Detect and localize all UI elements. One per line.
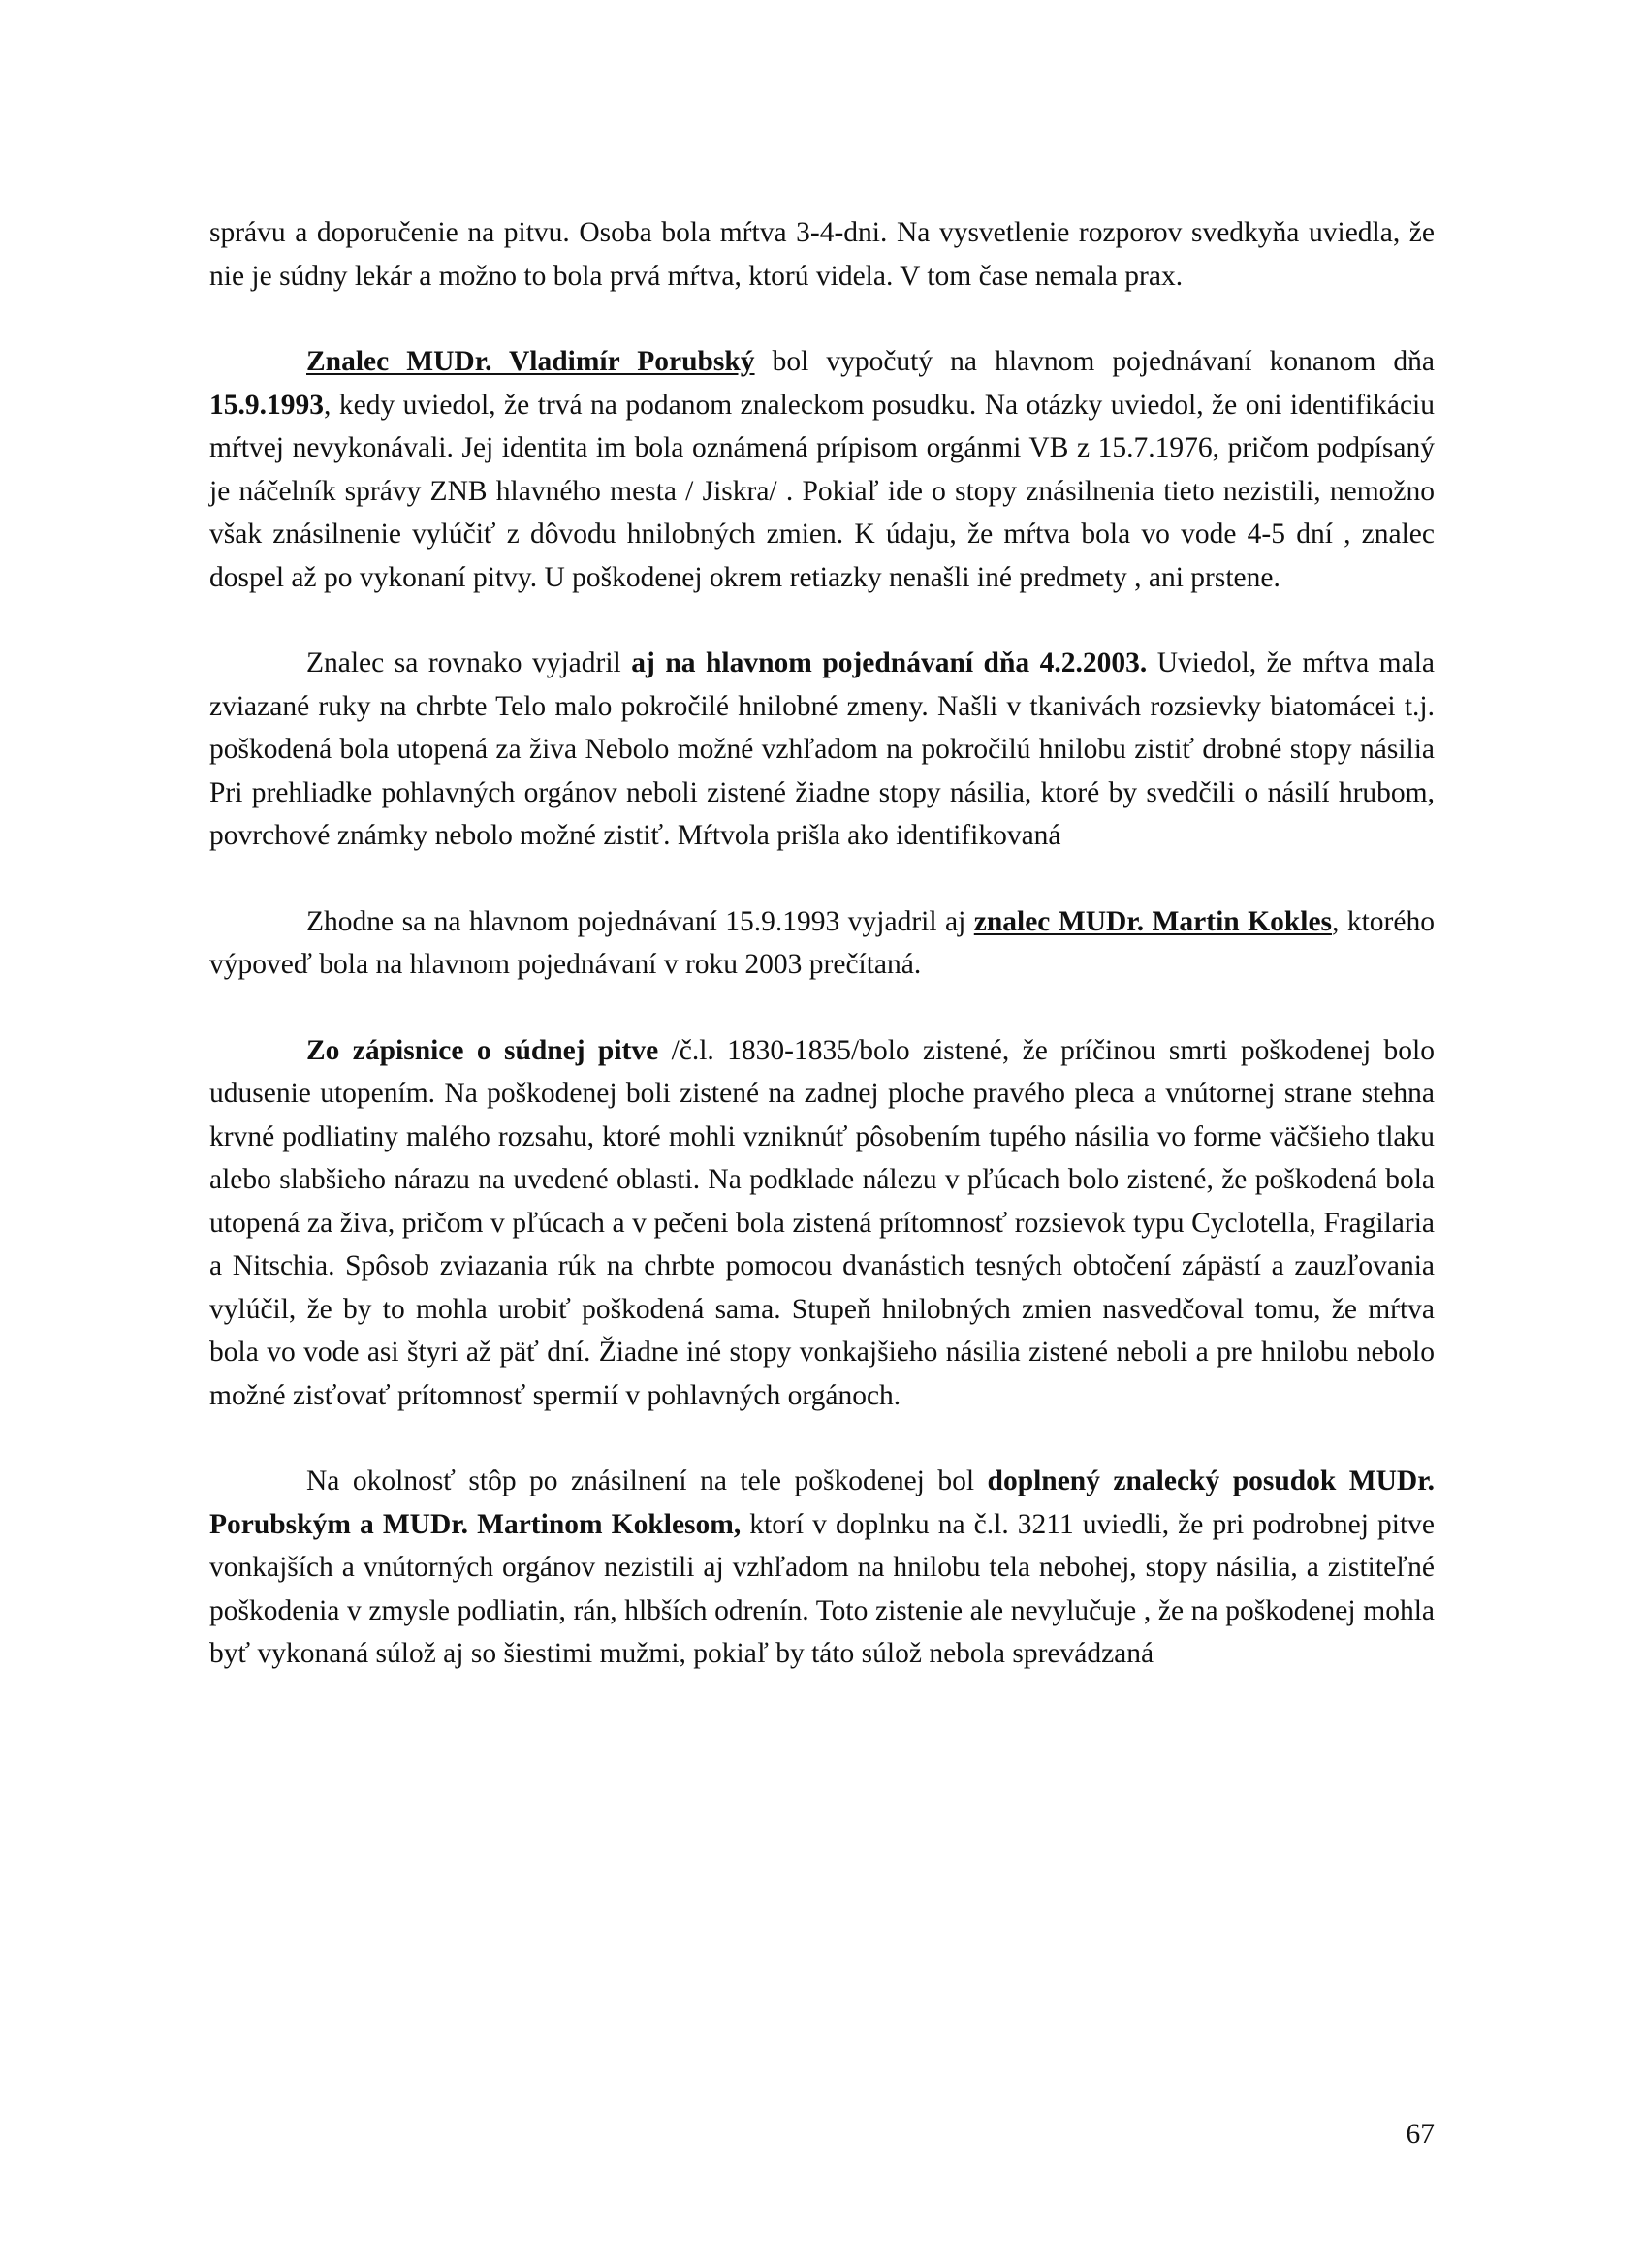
expert-name-porubsky: Znalec MUDr. Vladimír Porubský — [306, 346, 755, 377]
paragraph-text: Zhodne sa na hlavnom pojednávaní 15.9.1993 vyjadril aj — [306, 905, 974, 937]
paragraph-text: , ktorého výpoveď bola na hlavnom pojednávaní v roku 2003 prečítaná. — [209, 905, 1435, 980]
paragraph-text: bol vypočutý na hlavnom pojednávaní konanom dňa — [754, 346, 1436, 377]
paragraph-autopsy-record — [209, 1029, 1435, 1418]
paragraph-text: /č.l. 1830-1835/bolo zistené, že príčinou smrti poškodenej bolo udusenie utopením. Na poškodenej boli zistené na zadnej ploche pravého pleca a vnútornej strane stehna krvné podliatiny malého rozsahu, ktoré mohli vzniknúť pôsobením tupého násilia vo forme väčšieho tlaku alebo slabšieho nárazu na uvedené oblasti. Na podklade nálezu v pľúcach bolo zistené, že poškodená bola utopená za živa, pričom v pľúcach a v pečeni bola zistená prítomnosť rozsievok typu Cyclotella, Fragilaria a Nitschia. Spôsob zviazania rúk na chrbte pomocou dvanástich tesných obtočení zápästí a zauzľovania vylúčil, že by to mohla urobiť poškodená sama. Stupeň hnilobných zmien nasvedčoval tomu, že mŕtva bola vo vode asi štyri až päť dní. Žiadne iné stopy vonkajšieho násilia zistené neboli a pre hnilobu nebolo možné zisťovať prítomnosť spermií v pohlavných orgánoch. — [209, 1034, 1435, 1411]
hearing-reference-2003: aj na hlavnom pojednávaní dňa 4.2.2003. — [631, 647, 1148, 678]
page-number: 67 — [1406, 2119, 1435, 2150]
hearing-date: 15.9.1993 — [209, 389, 324, 421]
paragraph-supplementary-expert-opinion — [209, 1460, 1435, 1676]
expert-name-kokles: znalec MUDr. Martin Kokles — [973, 905, 1333, 937]
paragraph-expert-porubsky-testimony — [209, 340, 1435, 599]
paragraph-text: , kedy uviedol, že trvá na podanom znaleckom posudku. Na otázky uviedol, že oni identifikáciu mŕtvej nevykonávali. Jej identita im bola oznámená prípisom orgánmi VB z 15.7.1976, pričom podpísaný je náčelník správy ZNB hlavného mesta / Jiskra/ . Pokiaľ ide o stopy znásilnenia tieto nezistili, nemožno však znásilnenie vylúčiť z dôvodu hnilobných zmien. K údaju, že mŕtva bola vo vode 4-5 dní , znalec dospel až po vykonaní pitvy. U poškodenej okrem retiazky nenašli iné predmety , ani prstene. — [209, 389, 1435, 593]
document-page-body — [209, 211, 1435, 1676]
paragraph-text: Na okolnosť stôp po znásilnení na tele poškodenej bol — [306, 1465, 988, 1496]
paragraph-text: správu a doporučenie na pitvu. Osoba bola mŕtva 3-4-dni. Na vysvetlenie rozporov svedkyňa uviedla, že nie je súdny lekár a možno to bola prvá mŕtva, ktorú videla. V tom čase nemala prax. — [209, 217, 1435, 292]
autopsy-record-heading: Zo zápisnice o súdnej pitve — [306, 1034, 659, 1066]
paragraph-expert-kokles-testimony — [209, 900, 1435, 987]
paragraph-text: Uviedol, že mŕtva mala zviazané ruky na chrbte Telo malo pokročilé hnilobné zmeny. Našli v tkanivách rozsievky biatomácei t.j. poškodená bola utopená za živa Nebolo možné vzhľadom na pokročilú hnilobu zistiť drobné stopy násilia Pri prehliadke pohlavných orgánov neboli zistené žiadne stopy násilia, ktoré by svedčili o násilí hrubom, povrchové známky nebolo možné zistiť. Mŕtvola prišla ako identifikovaná — [209, 647, 1435, 851]
paragraph-text: ktorí v doplnku na č.l. 3211 uviedli, že pri podrobnej pitve vonkajších a vnútorných orgánov nezistili aj vzhľadom na hnilobu tela nebohej, stopy násilia, a zistiteľné poškodenia v zmysle podliatin, rán, hlbších odrenín. Toto zistenie ale nevylučuje , že na poškodenej mohla byť vykonaná súlož aj so šiestimi mužmi, pokiaľ by táto súlož nebola sprevádzaná — [209, 1508, 1436, 1669]
paragraph-text: Znalec sa rovnako vyjadril — [306, 647, 632, 678]
supplementary-opinion-heading: doplnený znalecký posudok MUDr. Porubským a MUDr. Martinom Koklesom, — [209, 1465, 1435, 1540]
paragraph-autopsy-report-continuation — [209, 211, 1435, 298]
paragraph-expert-2003-hearing — [209, 642, 1435, 858]
